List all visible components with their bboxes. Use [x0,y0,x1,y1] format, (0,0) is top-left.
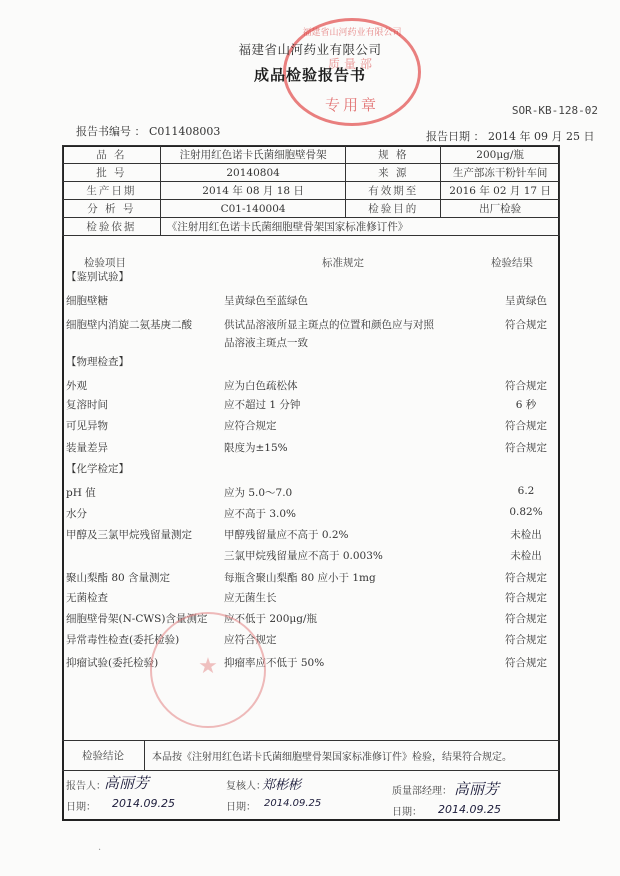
item-result: 符合规定 [505,572,547,584]
table-row [66,293,556,309]
item-name: 可见异物 [66,420,108,432]
item-name: 细胞壁内消旋二氨基庚二酸 [66,319,192,331]
table-row [66,527,556,543]
section-title-identification: 【鉴别试验】 [66,271,129,283]
reporter-date-label: 日期： [66,802,96,813]
item-standard: 供试品溶液所显主斑点的位置和颜色应与对照 [224,319,434,331]
scan-mark: · [98,845,102,856]
form-code: SOR-KB-128-02 [511,104,598,117]
expiry-label: 有效期至 [346,182,441,200]
item-name: 装量差异 [66,442,108,454]
basis-value: 《注射用红色诺卡氏菌细胞壁骨架国家标准修订件》 [160,218,559,236]
report-number-value: C011408003 [149,125,221,138]
item-name: 复溶时间 [66,399,108,411]
stamp-bottom-text: 专用章 [324,96,379,114]
item-name: 无菌检查 [66,592,108,604]
column-header-result: 检验结果 [491,257,533,269]
item-standard: 应为白色疏松体 [224,380,298,392]
table-row [66,440,556,456]
table-row [66,485,556,501]
item-standard: 应不低于 200μg/瓶 [224,613,317,625]
item-standard: 呈黄绿色至蓝绿色 [224,295,308,307]
spec-value: 200μg/瓶 [441,146,560,164]
table-row [66,335,556,351]
spec-label: 规 格 [346,146,441,164]
info-row [63,146,560,164]
column-header-standard: 标准规定 [322,257,364,269]
qa-manager-label: 质量部经理： [392,786,452,797]
item-result: 呈黄绿色 [505,295,547,307]
report-date [426,128,594,144]
item-name: 抑瘤试验(委托检验) [66,657,159,669]
item-result: 符合规定 [505,613,547,625]
table-row [66,570,556,586]
table-row [66,378,556,394]
batch-label: 批 号 [63,164,161,182]
item-standard: 抑瘤率应不低于 50% [224,657,325,669]
qa-manager-signature: 高丽芳 [454,780,500,798]
item-standard: 应为 5.0～7.0 [224,487,293,499]
info-row [63,182,560,200]
document-title: 成品检验报告书 [253,66,366,84]
item-result: 0.82% [509,506,543,518]
item-result: 6.2 [517,485,535,497]
item-result: 未检出 [510,529,542,541]
item-standard: 应不高于 3.0% [224,508,297,520]
item-name: pH 值 [66,487,96,499]
info-row [63,164,560,182]
table-row [66,655,556,671]
reporter-date: 2014.09.25 [112,797,175,810]
item-standard: 每瓶含聚山梨酯 80 应小于 1mg [224,572,376,584]
product-name-value: 注射用红色诺卡氏菌细胞壁骨架 [160,146,346,164]
table-row [66,590,556,606]
reviewer-label: 复核人： [226,781,266,792]
report-number-label: 报告书编号 ： [76,125,146,138]
purpose-value: 出厂检验 [441,200,560,218]
purpose-label: 检验目的 [346,200,441,218]
item-name: 细胞壁骨架(N-CWS)含量测定 [66,613,208,625]
item-name: 细胞壁糖 [66,295,108,307]
item-result: 6 秒 [515,399,537,411]
table-row [66,506,556,522]
company-name: 福建省山河药业有限公司 [238,42,382,57]
item-name: 聚山梨酯 80 含量测定 [66,572,171,584]
item-standard: 应不超过 1 分钟 [224,399,301,411]
product-name-label: 品 名 [63,146,161,164]
column-header-item: 检验项目 [84,257,126,269]
item-name: 外观 [66,380,87,392]
reviewer-date-label: 日期： [226,802,256,813]
source-label: 来 源 [346,164,441,182]
reviewer-date: 2014.09.25 [264,798,322,809]
conclusion-label: 检验结论 [82,750,124,762]
product-info-table [62,145,560,236]
item-name: 水分 [66,508,87,520]
divider [62,770,560,771]
mfg-date-label: 生产日期 [63,182,161,200]
basis-label: 检验依据 [63,218,161,236]
conclusion-text: 本品按《注射用红色诺卡氏菌细胞壁骨架国家标准修订件》检验，结果符合规定。 [152,752,512,763]
table-row [66,418,556,434]
item-result: 符合规定 [505,442,547,454]
item-standard: 应符合规定 [224,634,277,646]
info-row [63,200,560,218]
item-standard: 应无菌生长 [224,592,277,604]
report-date-label: 报告日期 ： [426,130,485,143]
item-result: 符合规定 [505,592,547,604]
reporter-signature: 高丽芳 [104,774,150,792]
report-date-value: 2014 年 09 月 25 日 [488,130,595,143]
analysis-no-value: C01-140004 [160,200,346,218]
item-standard: 限度为±15% [224,442,288,454]
item-result: 符合规定 [505,634,547,646]
item-result: 符合规定 [505,420,547,432]
table-row [66,317,556,333]
star-icon: ★ [198,654,218,679]
item-standard: 应符合规定 [224,420,277,432]
qa-manager-date: 2014.09.25 [438,803,501,816]
item-result: 符合规定 [505,657,547,669]
item-result: 符合规定 [505,380,547,392]
item-result: 未检出 [510,550,542,562]
item-standard: 三氯甲烷残留量应不高于 0.003% [224,550,383,562]
report-frame [62,145,560,821]
table-row [66,611,556,627]
divider [62,740,560,741]
reviewer-signature: 郑彬彬 [262,778,302,793]
analysis-no-label: 分 析 号 [63,200,161,218]
stamp-mid-text: 质量部 [327,57,376,71]
item-name: 甲醇及三氯甲烷残留量测定 [66,529,192,541]
batch-value: 20140804 [160,164,346,182]
item-name: 异常毒性检查(委托检验) [66,634,180,646]
report-number [76,123,220,139]
item-standard: 甲醇残留量应不高于 0.2% [224,529,349,541]
item-result: 符合规定 [505,319,547,331]
source-value: 生产部冻干粉针车间 [441,164,560,182]
table-row [66,548,556,564]
mfg-date-value: 2014 年 08 月 18 日 [160,182,346,200]
item-standard: 品溶液主斑点一致 [224,337,308,349]
qa-manager-date-label: 日期： [392,807,422,818]
expiry-value: 2016 年 02 月 17 日 [441,182,560,200]
table-row [66,632,556,648]
table-row [66,397,556,413]
section-title-chemical: 【化学检定】 [66,463,129,475]
section-title-physical: 【物理检查】 [66,356,129,368]
divider [144,740,145,770]
stamp-top-text: 福建省山河药业有限公司 [302,28,402,38]
info-row [63,218,560,236]
reporter-label: 报告人： [66,781,106,792]
